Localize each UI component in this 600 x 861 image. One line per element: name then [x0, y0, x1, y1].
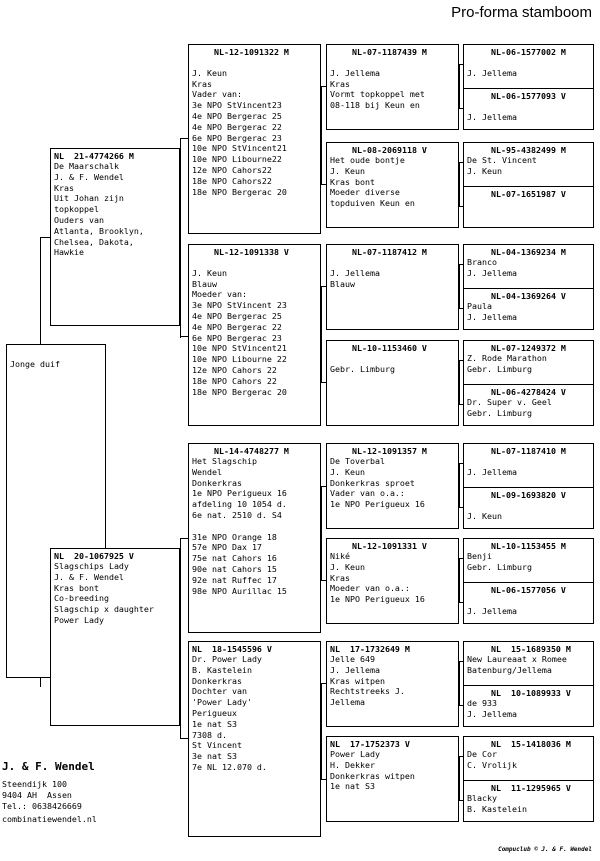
detail-line	[467, 199, 590, 210]
detail-line	[330, 257, 455, 268]
detail-line: Kras	[330, 78, 350, 89]
credit-text: Compuclub © J. & F. Wendel	[498, 846, 592, 853]
grandparent-details	[192, 654, 317, 773]
sire-ring-number: NL 21-4774266 M	[54, 151, 134, 161]
gen4-dam-details	[467, 698, 590, 720]
detail-line: Het Slagschip	[192, 456, 257, 466]
detail-line: B. Kastelein	[192, 664, 252, 675]
gen4-sire-details	[467, 57, 590, 79]
detail-line: Blauw	[330, 278, 355, 289]
gen4-sire-details	[467, 353, 590, 375]
detail-line: Donkerkras witpen	[330, 770, 415, 781]
connector-line	[459, 756, 460, 800]
connector-line	[180, 138, 181, 338]
gen4-sire-ring-number: NL-06-1577002 M	[491, 47, 566, 57]
gen4-dam-ring-number: NL-04-1369264 V	[491, 291, 566, 301]
connector-line	[459, 558, 460, 602]
great-grandparent-ring-number: NL-07-1187439 M	[352, 47, 427, 57]
detail-line: 'Power Lady'	[192, 697, 252, 708]
great-grandparent-details	[330, 155, 455, 209]
connector-line	[321, 286, 322, 383]
dam-ring-number: NL 20-1067925 V	[54, 551, 134, 561]
detail-line	[330, 57, 455, 68]
detail-line: Kras witpen	[330, 675, 385, 686]
grandparent-box[interactable]	[188, 443, 321, 633]
gen4-dam-details	[467, 500, 590, 522]
gen4-sire-ring-number: NL-07-1187410 M	[491, 446, 566, 456]
gen4-dam-section[interactable]	[464, 384, 593, 425]
detail-line: Power Lady	[330, 749, 380, 759]
connector-line	[180, 738, 188, 739]
detail-line: J. Keun	[330, 165, 365, 176]
great-grandparent-details	[330, 456, 455, 510]
detail-line: 6e NPO Bergerac 23	[192, 132, 282, 143]
detail-line: 3e nat S3	[192, 751, 237, 762]
detail-line	[192, 257, 317, 268]
great-grandparent-box[interactable]	[326, 244, 459, 330]
detail-line: Power Lady	[54, 614, 104, 625]
detail-line: Donkerkras sproet	[330, 477, 415, 488]
breeder-name: J. & F. Wendel	[2, 760, 95, 773]
connector-line	[40, 237, 50, 238]
detail-line	[192, 57, 317, 68]
detail-line: 4e NPO Bergerac 25	[192, 110, 282, 121]
detail-line: 18e NPO Cahors22	[192, 175, 272, 186]
dam-box[interactable]	[50, 548, 180, 726]
gen4-sire-ring-number: NL-95-4382499 M	[491, 145, 566, 155]
detail-line: Kras	[54, 182, 74, 193]
grandparent-details	[192, 257, 317, 397]
great-grandparent-details	[330, 551, 455, 605]
great-grandparent-ring-number: NL-12-1091357 M	[352, 446, 427, 456]
detail-line: B. Kastelein	[467, 803, 527, 814]
detail-line: 12e NPO Cahors22	[192, 164, 272, 175]
detail-line	[467, 595, 590, 606]
great-grandparent-details	[330, 257, 455, 289]
detail-line: Gebr. Limburg	[330, 363, 395, 374]
connector-line	[40, 237, 41, 345]
detail-line: J. & F. Wendel	[54, 171, 124, 182]
detail-line: 18e NPO Bergerac 20	[192, 186, 287, 197]
detail-line: J. Keun	[467, 165, 502, 176]
detail-line: Moeder van:	[192, 289, 247, 300]
detail-line: Moeder diverse	[330, 187, 400, 198]
gen4-sire-ring-number: NL 15-1418036 M	[491, 739, 571, 749]
gen4-dam-section[interactable]	[464, 288, 593, 329]
page-title: Pro-forma stamboom	[451, 4, 592, 21]
gen4-dam-ring-number: NL-09-1693820 V	[491, 490, 566, 500]
detail-line: Gebr. Limburg	[467, 407, 532, 418]
detail-line: Perigueux	[192, 707, 237, 718]
detail-line: J. Keun	[192, 267, 227, 278]
detail-line	[467, 57, 590, 68]
detail-line: 4e NPO Bergerac 25	[192, 310, 282, 321]
detail-line: J. Jellema	[467, 267, 517, 278]
gen4-sire-ring-number: NL 15-1689350 M	[491, 644, 571, 654]
detail-line: Gebr. Limburg	[467, 561, 532, 572]
detail-line: Uit Johan zijn	[54, 193, 124, 204]
detail-line: 7308 d.	[192, 729, 227, 740]
breeder-phone: Tel.: 0638426669	[2, 801, 82, 811]
great-grandparent-details	[330, 353, 455, 375]
detail-line: De Cor	[467, 749, 497, 759]
gen4-sire-ring-number: NL-04-1369234 M	[491, 247, 566, 257]
grandparent-box[interactable]	[188, 244, 321, 426]
great-grandparent-ring-number: NL-10-1153460 V	[352, 343, 427, 353]
gen4-dam-section[interactable]	[464, 88, 593, 129]
detail-line: J. Jellema	[467, 67, 517, 78]
detail-line: J. Jellema	[467, 466, 517, 477]
great-grandparent-box[interactable]	[326, 340, 459, 426]
connector-line	[459, 162, 460, 206]
subject-name: Jonge duif	[10, 359, 60, 369]
detail-line: 1e NPO Perigueux 16	[192, 488, 287, 499]
detail-line: 98e NPO Aurillac 15	[192, 585, 287, 596]
grandparent-ring-number: NL-12-1091338 V	[214, 247, 289, 257]
great-grandparent-details	[330, 57, 455, 111]
gen4-sire-details	[467, 749, 590, 771]
connector-line	[459, 463, 460, 507]
detail-line: Co-breeding	[54, 593, 109, 604]
detail-line: De Maarschalk	[54, 161, 119, 171]
detail-line: 10e NPO StVincent21	[192, 343, 287, 354]
detail-line: Het oude bontje	[330, 155, 405, 165]
detail-line: 92e nat Ruffec 17	[192, 574, 277, 585]
connector-line	[459, 64, 460, 108]
detail-line: St Vincent	[192, 740, 242, 751]
gen4-pair-box[interactable]	[463, 443, 594, 529]
detail-line: 12e NPO Cahors 22	[192, 364, 277, 375]
detail-line: Vormt topkoppel met	[330, 89, 425, 100]
detail-line: 18e NPO Bergerac 20	[192, 386, 287, 397]
gen4-dam-section[interactable]	[464, 582, 593, 623]
detail-line	[467, 500, 590, 511]
detail-line	[467, 456, 590, 467]
detail-line: 3e NPO StVincent 23	[192, 300, 287, 311]
grandparent-ring-number: NL-12-1091322 M	[214, 47, 289, 57]
detail-line: Rechtstreeks J.	[330, 686, 405, 697]
detail-line: De St. Vincent	[467, 155, 537, 165]
breeder-city: 9404 AH Assen	[2, 790, 72, 800]
gen4-pair-box[interactable]	[463, 641, 594, 727]
gen4-dam-details	[467, 199, 590, 210]
detail-line: Branco	[467, 257, 497, 267]
detail-line: H. Dekker	[330, 759, 375, 770]
detail-line: Dr. Super v. Geel	[467, 397, 552, 407]
gen4-dam-ring-number: NL 11-1295965 V	[491, 783, 571, 793]
gen4-dam-details	[467, 595, 590, 617]
sire-details	[54, 161, 176, 258]
connector-line	[321, 86, 322, 185]
detail-line: Dochter van	[192, 686, 247, 697]
grandparent-box[interactable]	[188, 44, 321, 234]
great-grandparent-box[interactable]	[326, 44, 459, 130]
great-grandparent-box[interactable]	[326, 443, 459, 529]
gen4-pair-box[interactable]	[463, 340, 594, 426]
detail-line: C. Vrolijk	[467, 759, 517, 770]
detail-line: Jellema	[330, 697, 365, 708]
gen4-dam-ring-number: NL-06-1577093 V	[491, 91, 566, 101]
gen4-pair-box[interactable]	[463, 244, 594, 330]
detail-line: J. Jellema	[467, 708, 517, 719]
great-grandparent-box[interactable]	[326, 641, 459, 727]
detail-line: 7e NL 12.070 d.	[192, 761, 267, 772]
gen4-sire-details	[467, 654, 590, 676]
detail-line: 10e NPO Libourne 22	[192, 354, 287, 365]
detail-line: Ouders van	[54, 214, 104, 225]
detail-line: J. Jellema	[330, 67, 380, 78]
connector-line	[180, 538, 188, 539]
detail-line: Wendel	[192, 466, 222, 477]
detail-line: De Toverbal	[330, 456, 385, 466]
grandparent-ring-number: NL 18-1545596 V	[192, 644, 272, 654]
dam-details	[54, 561, 176, 626]
detail-line: J. Keun	[330, 561, 365, 572]
detail-line: New Laureaat x Romee	[467, 654, 567, 664]
detail-line: J. Jellema	[467, 605, 517, 616]
detail-line: J. Jellema	[467, 311, 517, 322]
detail-line: 1e NPO Perigueux 16	[330, 594, 425, 605]
detail-line	[467, 101, 590, 112]
connector-line	[459, 264, 460, 308]
detail-line: Kras	[330, 572, 350, 583]
detail-line: 1e NPO Perigueux 16	[330, 499, 425, 510]
gen4-dam-details	[467, 101, 590, 123]
detail-line: J. Keun	[192, 67, 227, 78]
gen4-dam-section[interactable]	[464, 186, 593, 227]
detail-line: 1e nat S3	[330, 781, 375, 792]
detail-line: Kras bont	[54, 582, 99, 593]
gen4-dam-ring-number: NL-06-4278424 V	[491, 387, 566, 397]
gen4-dam-details	[467, 301, 590, 323]
grandparent-box[interactable]	[188, 641, 321, 837]
gen4-dam-ring-number: NL-06-1577056 V	[491, 585, 566, 595]
detail-line: 18e NPO Cahors 22	[192, 375, 277, 386]
great-grandparent-ring-number: NL 17-1752373 V	[330, 739, 410, 749]
detail-line: 10e NPO StVincent21	[192, 143, 287, 154]
great-grandparent-ring-number: NL-08-2069118 V	[352, 145, 427, 155]
gen4-dam-section[interactable]	[464, 685, 593, 726]
breeder-street: Steendijk 100	[2, 779, 67, 789]
detail-line: Niké	[330, 551, 350, 561]
detail-line	[330, 353, 455, 364]
detail-line: 6e NPO Bergerac 23	[192, 332, 282, 343]
gen4-dam-ring-number: NL-07-1651987 V	[491, 189, 566, 199]
detail-line: Kras	[192, 78, 212, 89]
gen4-dam-section[interactable]	[464, 487, 593, 528]
detail-line: 90e nat Cahors 15	[192, 563, 277, 574]
gen4-pair-box[interactable]	[463, 142, 594, 228]
great-grandparent-ring-number: NL-07-1187412 M	[352, 247, 427, 257]
detail-line: Moeder van o.a.:	[330, 583, 410, 594]
great-grandparent-ring-number: NL 17-1732649 M	[330, 644, 410, 654]
detail-line: 31e NPO Orange 18	[192, 531, 277, 542]
detail-line: topkoppel	[54, 204, 99, 215]
great-grandparent-box[interactable]	[326, 538, 459, 624]
detail-line: Jelle 649	[330, 654, 375, 664]
great-grandparent-details	[330, 654, 455, 708]
connector-line	[180, 138, 188, 139]
detail-line: de 933	[467, 698, 497, 708]
gen4-sire-details	[467, 257, 590, 279]
detail-line: J. Keun	[330, 466, 365, 477]
gen4-sire-details	[467, 551, 590, 573]
detail-line: 4e NPO Bergerac 22	[192, 121, 282, 132]
detail-line: Atlanta, Brooklyn,	[54, 225, 144, 236]
breeder-website[interactable]: combinatiewendel.nl	[2, 814, 97, 824]
detail-line: Batenburg/Jellema	[467, 664, 552, 675]
detail-line: Dr. Power Lady	[192, 654, 262, 664]
grandparent-details	[192, 456, 317, 596]
gen4-dam-details	[467, 793, 590, 815]
detail-line: J. Jellema	[330, 267, 380, 278]
detail-line: Kras bont	[330, 176, 375, 187]
detail-line	[192, 521, 317, 532]
detail-line: Blauw	[192, 278, 217, 289]
detail-line: J. Jellema	[330, 664, 380, 675]
detail-line: Donkerkras	[192, 477, 242, 488]
gen4-dam-section[interactable]	[464, 780, 593, 821]
detail-line: Z. Rode Marathon	[467, 353, 547, 363]
gen4-pair-box[interactable]	[463, 44, 594, 130]
gen4-sire-ring-number: NL-07-1249372 M	[491, 343, 566, 353]
detail-line: Benji	[467, 551, 492, 561]
detail-line: 6e nat. 2510 d. S4	[192, 509, 282, 520]
connector-line	[180, 336, 188, 337]
great-grandparent-details	[330, 749, 455, 792]
detail-line: Donkerkras	[192, 675, 242, 686]
detail-line: J. Jellema	[467, 111, 517, 122]
gen4-sire-details	[467, 456, 590, 478]
detail-line: 75e nat Cahors 16	[192, 553, 277, 564]
sire-box[interactable]	[50, 148, 180, 326]
detail-line: Slagschips Lady	[54, 561, 129, 571]
gen4-pair-box[interactable]	[463, 736, 594, 822]
connector-line	[180, 538, 181, 738]
detail-line: topduiven Keun en	[330, 198, 415, 209]
detail-line: Chelsea, Dakota,	[54, 236, 134, 247]
gen4-dam-details	[467, 397, 590, 419]
connector-line	[321, 683, 322, 780]
detail-line: J. Keun	[467, 510, 502, 521]
detail-line: 08-118 bij Keun en	[330, 100, 420, 111]
gen4-sire-ring-number: NL-10-1153455 M	[491, 541, 566, 551]
gen4-sire-details	[467, 155, 590, 177]
connector-line	[321, 486, 322, 581]
detail-line: 4e NPO Bergerac 22	[192, 321, 282, 332]
detail-line: Gebr. Limburg	[467, 363, 532, 374]
detail-line: Vader van o.a.:	[330, 488, 405, 499]
detail-line: Blacky	[467, 793, 497, 803]
detail-line: afdeling 10 1054 d.	[192, 499, 287, 510]
detail-line: J. & F. Wendel	[54, 571, 124, 582]
great-grandparent-box[interactable]	[326, 736, 459, 822]
detail-line: Paula	[467, 301, 492, 311]
detail-line: Vader van:	[192, 89, 242, 100]
connector-line	[459, 360, 460, 404]
detail-line: 57e NPO Dax 17	[192, 542, 262, 553]
detail-line: 3e NPO StVincent23	[192, 100, 282, 111]
detail-line: 1e nat S3	[192, 718, 237, 729]
gen4-pair-box[interactable]	[463, 538, 594, 624]
connector-line	[459, 661, 460, 705]
detail-line: 10e NPO Libourne22	[192, 154, 282, 165]
connector-line	[40, 677, 41, 687]
gen4-dam-ring-number: NL 10-1089933 V	[491, 688, 571, 698]
great-grandparent-ring-number: NL-12-1091331 V	[352, 541, 427, 551]
great-grandparent-box[interactable]	[326, 142, 459, 228]
grandparent-details	[192, 57, 317, 197]
detail-line: Slagschip x daughter	[54, 604, 154, 615]
grandparent-ring-number: NL-14-4748277 M	[214, 446, 289, 456]
detail-line: Hawkie	[54, 247, 84, 258]
